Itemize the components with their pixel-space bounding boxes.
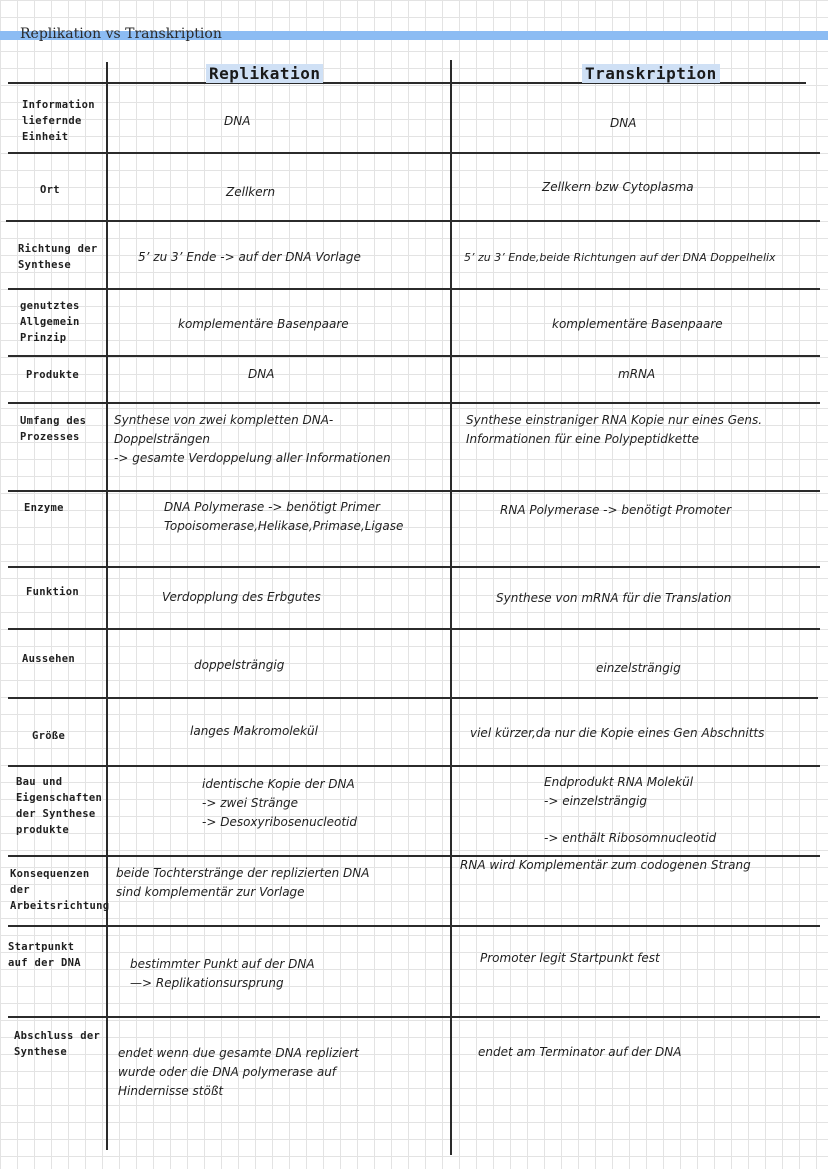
row-separator bbox=[8, 402, 820, 404]
cell-transkription-ort: Zellkern bzw Cytoplasma bbox=[542, 180, 694, 194]
page-title: Replikation vs Transkription bbox=[20, 26, 222, 42]
cell-replikation-funktion: Verdopplung des Erbgutes bbox=[162, 590, 321, 604]
row-label-aussehen: Aussehen bbox=[22, 653, 75, 665]
cell-transkription-startpunkt: Promoter legit Startpunkt fest bbox=[480, 951, 660, 965]
cell-transkription-bau: Endprodukt RNA Molekül -> einzelsträngig -> enthält Ribosomnucleotid bbox=[544, 775, 717, 845]
cell-replikation-startpunkt: bestimmter Punkt auf der DNA —> Replikationsursprung bbox=[130, 957, 315, 990]
cell-replikation-information: DNA bbox=[224, 114, 251, 128]
cell-transkription-produkte: mRNA bbox=[618, 367, 656, 381]
cell-transkription-information: DNA bbox=[610, 116, 637, 130]
row-separator bbox=[8, 490, 820, 492]
cell-transkription-prinzip: komplementäre Basenpaare bbox=[552, 317, 723, 331]
row-label-funktion: Funktion bbox=[26, 586, 79, 598]
row-separator bbox=[8, 152, 820, 154]
row-separator bbox=[8, 566, 820, 568]
row-label-umfang: Umfang des Prozesses bbox=[20, 415, 87, 443]
row-label-bau: Bau und Eigenschaften der Synthese produkte bbox=[16, 776, 103, 836]
row-separator bbox=[8, 628, 820, 630]
cell-replikation-enzyme: DNA Polymerase -> benötigt Primer Topoisomerase,Helikase,Primase,Ligase bbox=[164, 500, 404, 533]
row-label-abschluss: Abschluss der Synthese bbox=[14, 1030, 101, 1058]
cell-replikation-konsequenzen: beide Tochterstränge der replizierten DNA sind komplementär zur Vorlage bbox=[116, 866, 370, 899]
row-label-enzyme: Enzyme bbox=[24, 502, 64, 514]
row-label-ort: Ort bbox=[40, 184, 60, 196]
row-separator bbox=[8, 765, 820, 767]
cell-replikation-ort: Zellkern bbox=[226, 185, 276, 199]
cell-replikation-aussehen: doppelsträngig bbox=[194, 658, 285, 672]
cell-transkription-aussehen: einzelsträngig bbox=[596, 661, 681, 675]
row-label-richtung: Richtung der Synthese bbox=[18, 243, 98, 271]
row-separator bbox=[6, 220, 820, 222]
cell-replikation-richtung: 5’ zu 3’ Ende -> auf der DNA Vorlage bbox=[138, 250, 361, 264]
cell-transkription-groesse: viel kürzer,da nur die Kopie eines Gen Abschnitts bbox=[470, 726, 765, 740]
row-label-konsequenzen: Konsequenzen der Arbeitsrichtung bbox=[10, 868, 110, 912]
row-label-prinzip: genutztes Allgemein Prinzip bbox=[20, 300, 80, 344]
column-divider-2 bbox=[450, 60, 452, 1155]
cell-replikation-groesse: langes Makromolekül bbox=[190, 724, 318, 738]
row-separator bbox=[8, 288, 820, 290]
row-label-groesse: Größe bbox=[32, 730, 66, 742]
cell-replikation-umfang: Synthese von zwei kompletten DNA- Doppelsträngen -> gesamte Verdoppelung aller Informationen bbox=[114, 413, 391, 465]
cell-transkription-konsequenzen: RNA wird Komplementär zum codogenen Strang bbox=[460, 858, 751, 872]
row-separator bbox=[8, 355, 820, 357]
cell-transkription-enzyme: RNA Polymerase -> benötigt Promoter bbox=[500, 503, 732, 517]
column-header-transkription: Transkription bbox=[582, 64, 720, 83]
cell-replikation-prinzip: komplementäre Basenpaare bbox=[178, 317, 349, 331]
cell-transkription-richtung: 5’ zu 3’ Ende,beide Richtungen auf der DNA Doppelhelix bbox=[464, 251, 776, 264]
cell-transkription-umfang: Synthese einstraniger RNA Kopie nur eines Gens. Informationen für eine Polypeptidkette bbox=[466, 413, 763, 446]
row-separator bbox=[8, 1016, 820, 1018]
row-label-produkte: Produkte bbox=[26, 369, 79, 381]
row-separator bbox=[8, 697, 818, 699]
cell-transkription-funktion: Synthese von mRNA für die Translation bbox=[496, 591, 732, 605]
cell-replikation-abschluss: endet wenn due gesamte DNA repliziert wurde oder die DNA polymerase auf Hindernisse stößt bbox=[118, 1046, 359, 1098]
row-label-startpunkt: Startpunkt auf der DNA bbox=[8, 941, 81, 969]
column-divider-1 bbox=[106, 62, 108, 1150]
row-separator bbox=[8, 925, 820, 927]
row-label-information: Information liefernde Einheit bbox=[22, 99, 95, 143]
cell-transkription-abschluss: endet am Terminator auf der DNA bbox=[478, 1045, 682, 1059]
cell-replikation-bau: identische Kopie der DNA -> zwei Stränge -> Desoxyribosenucleotid bbox=[202, 777, 358, 829]
column-header-replikation: Replikation bbox=[206, 64, 323, 83]
cell-replikation-produkte: DNA bbox=[248, 367, 275, 381]
